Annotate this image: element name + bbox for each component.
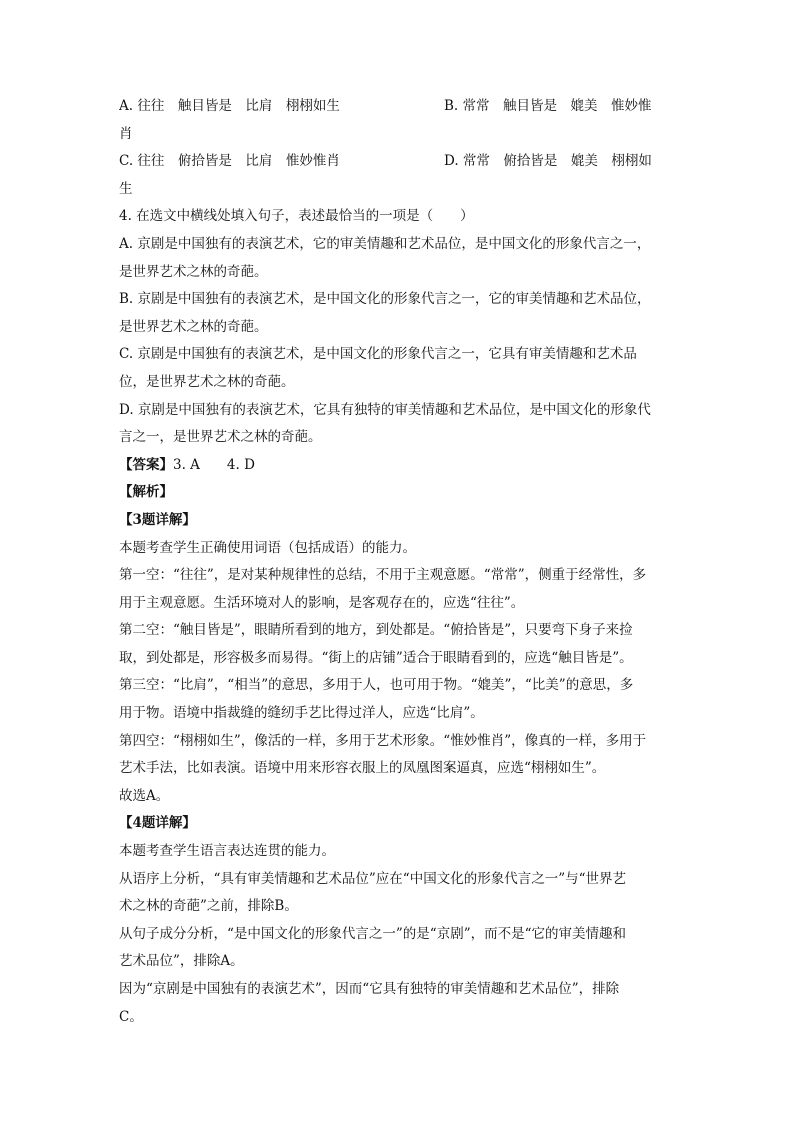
q4-detail-order-line1: 从语序上分析，“具有审美情趣和艺术品位”应在“中国文化的形象代言之一”与“世界艺: [119, 870, 627, 887]
q4-detail-syntax-line2: 艺术品位”，排除A。: [119, 953, 244, 970]
document-page: [119, 93, 679, 1031]
q3-option-a: A. 往往 触目皆是 比肩 栩栩如生: [119, 98, 340, 114]
q3-detail-blank1-line2: 用于主观意愿。生活环境对人的影响，是客观存在的，应选“往往”。: [119, 594, 525, 611]
answer-line: [119, 452, 679, 480]
q3-option-d: D. 常常 俯拾皆是 媲美 栩栩如: [444, 153, 652, 170]
q3-options-row-1: [119, 93, 679, 121]
q3-detail-blank2-line1: 第二空：“触目皆是”，眼睛所看到的地方，到处都是。“俯拾皆是”，只要弯下身子来捡: [119, 622, 633, 639]
q3-detail-blank2-line2: 取，到处都是，形容极多而易得。“街上的店铺”适合于眼睛看到的，应选“触目皆是”。: [119, 649, 633, 666]
q4-detail-intro: 本题考查学生语言表达连贯的能力。: [119, 843, 335, 860]
q4-option-c-line2: 位，是世界艺术之林的奇葩。: [119, 373, 295, 390]
q3-option-b: B. 常常 触目皆是 媲美 惟妙惟: [444, 98, 652, 114]
q3-detail-blank4-line1: 第四空：“栩栩如生”，像活的一样，多用于艺术形象。“惟妙惟肖”，像真的一样，多用于: [119, 732, 647, 749]
q3-detail-blank1-line1: 第一空：“往往”，是对某种规律性的总结，不用于主观意愿。“常常”，侧重于经常性，多: [119, 567, 647, 584]
q4-stem: 4. 在选文中横线处填入句子，表述最恰当的一项是（ ）: [119, 208, 474, 225]
q3-option-b-continued: 肖: [119, 125, 133, 142]
q3-detail-blank4-line2: 艺术手法，比如表演。语境中用来形容衣服上的凤凰图案逼真，应选“栩栩如生”。: [119, 760, 606, 777]
analysis-label: 【解析】: [119, 484, 173, 501]
answer-label: 【答案】: [119, 456, 173, 473]
q3-detail-conclusion: 故选A。: [119, 787, 170, 804]
q4-option-b-line2: 是世界艺术之林的奇葩。: [119, 318, 268, 335]
q4-option-c-line1: C. 京剧是中国独有的表演艺术，是中国文化的形象代言之一，它具有审美情趣和艺术品: [119, 346, 637, 363]
q3-option-d-continued: 生: [119, 180, 133, 197]
q4-option-a-line1: A. 京剧是中国独有的表演艺术，它的审美情趣和艺术品位，是中国文化的形象代言之一，: [119, 235, 651, 252]
q3-option-c: C. 往往 俯拾皆是 比肩 惟妙惟肖: [119, 153, 340, 170]
q4-detail-heading: 【4题详解】: [119, 815, 196, 832]
q4-option-d-line2: 言之一，是世界艺术之林的奇葩。: [119, 429, 322, 446]
q4-option-b-line1: B. 京剧是中国独有的表演艺术，是中国文化的形象代言之一，它的审美情趣和艺术品位，: [119, 291, 651, 308]
q3-detail-blank3-line1: 第三空：“比肩”，“相当”的意思，多用于人，也可用于物。“媲美”，“比美”的意思，多: [119, 677, 634, 694]
q4-option-a-line2: 是世界艺术之林的奇葩。: [119, 263, 268, 280]
q4-detail-cause-line1: 因为“京剧是中国独有的表演艺术”，因而“它具有独特的审美情趣和艺术品位”，排除: [119, 981, 620, 997]
q4-option-d-line1: D. 京剧是中国独有的表演艺术，它具有独特的审美情趣和艺术品位，是中国文化的形象代: [119, 401, 651, 418]
q3-options-row-2: [119, 148, 679, 176]
q3-detail-intro: 本题考查学生正确使用词语（包括成语）的能力。: [119, 539, 416, 556]
q4-detail-cause-line2: C。: [119, 1008, 143, 1025]
q4-detail-syntax-line1: 从句子成分分析，“是中国文化的形象代言之一”的是“京剧”，而不是“它的审美情趣和: [119, 925, 627, 942]
q3-detail-blank3-line2: 用于物。语境中指裁缝的缝纫手艺比得过洋人，应选“比肩”。: [119, 705, 484, 722]
q4-detail-order-line2: 术之林的奇葩”之前，排除B。: [119, 898, 298, 915]
answer-text: 3. A 4. D: [173, 456, 255, 473]
q3-detail-heading: 【3题详解】: [119, 511, 196, 528]
